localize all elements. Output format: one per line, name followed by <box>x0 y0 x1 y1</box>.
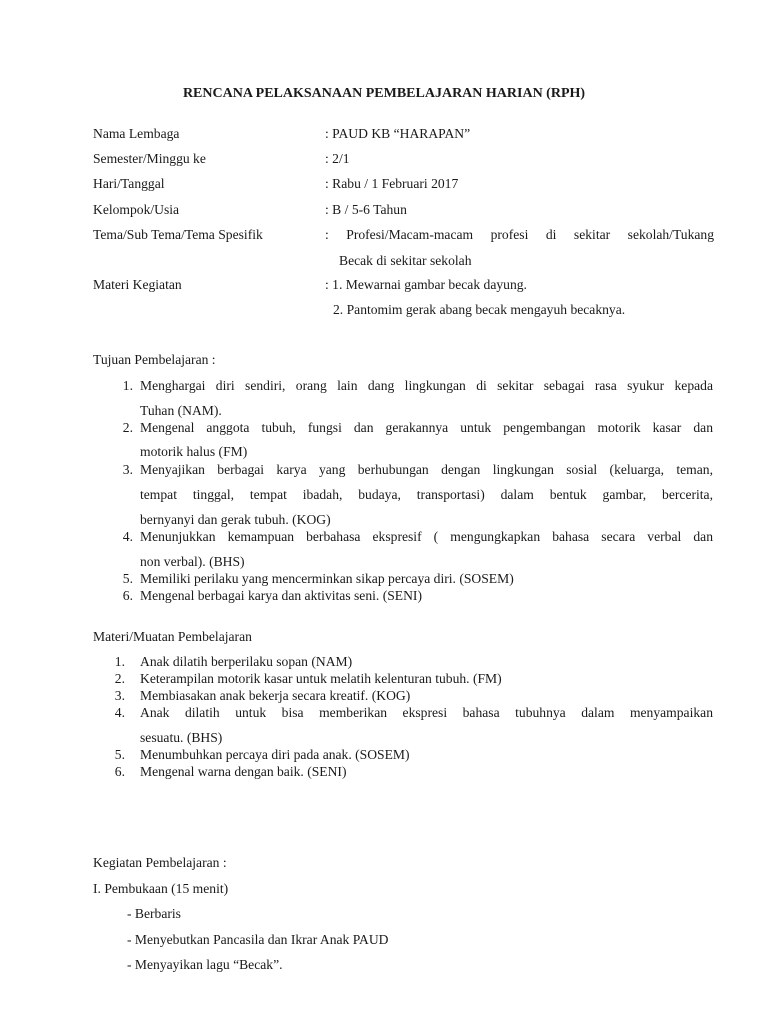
info-label-nama-lembaga: Nama Lembaga <box>93 126 180 141</box>
kegiatan-item: - Menyebutkan Pancasila dan Ikrar Anak PAUD <box>127 932 389 947</box>
tujuan-item-number: 2. <box>122 420 133 435</box>
info-value-materi-line1: : 1. Mewarnai gambar becak dayung. <box>325 277 527 292</box>
document-title: RENCANA PELAKSANAAN PEMBELAJARAN HARIAN (RPH) <box>182 86 586 101</box>
tujuan-item-text-cont: motorik halus (FM) <box>140 444 248 459</box>
tujuan-item-text-cont: Tuhan (NAM). <box>140 403 222 418</box>
info-value-kelompok-usia: : B / 5-6 Tahun <box>325 202 407 217</box>
materi-item-text: Mengenal warna dengan baik. (SENI) <box>140 764 347 779</box>
materi-item-text: Anak dilatih untuk bisa memberikan ekspresi bahasa tubuhnya dalam menyampaikan <box>140 705 713 720</box>
section-heading-materi: Materi/Muatan Pembelajaran <box>93 629 252 644</box>
info-label-tema: Tema/Sub Tema/Tema Spesifik <box>93 227 263 242</box>
tujuan-item-number: 1. <box>122 378 133 393</box>
materi-item-number: 2. <box>114 671 125 686</box>
materi-item-text: Membiasakan anak bekerja secara kreatif. (KOG) <box>140 688 411 703</box>
kegiatan-section-pembukaan: I. Pembukaan (15 menit) <box>93 881 229 896</box>
tujuan-item-number: 3. <box>122 462 133 477</box>
info-value-materi-line2: 2. Pantomim gerak abang becak mengayuh becaknya. <box>333 302 626 317</box>
tujuan-item-number: 4. <box>122 529 133 544</box>
info-value-nama-lembaga: : PAUD KB “HARAPAN” <box>325 126 471 141</box>
info-label-materi-kegiatan: Materi Kegiatan <box>93 277 182 292</box>
info-label-hari-tanggal: Hari/Tanggal <box>93 176 165 191</box>
materi-item-number: 5. <box>114 747 125 762</box>
materi-item-text-cont: sesuatu. (BHS) <box>140 730 223 745</box>
tujuan-item-text: Mengenal berbagai karya dan aktivitas seni. (SENI) <box>140 588 422 603</box>
materi-item-number: 4. <box>114 705 125 720</box>
materi-item-text: Menumbuhkan percaya diri pada anak. (SOSEM) <box>140 747 410 762</box>
materi-item-number: 6. <box>114 764 125 779</box>
materi-item-number: 1. <box>114 654 125 669</box>
kegiatan-item: - Menyayikan lagu “Becak”. <box>127 957 283 972</box>
info-value-tema-line2: Becak di sekitar sekolah <box>339 253 472 268</box>
materi-item-text: Anak dilatih berperilaku sopan (NAM) <box>140 654 353 669</box>
info-value-hari-tanggal: : Rabu / 1 Februari 2017 <box>325 176 459 191</box>
info-label-kelompok-usia: Kelompok/Usia <box>93 202 180 217</box>
tujuan-item-text: Memiliki perilaku yang mencerminkan sikap percaya diri. (SOSEM) <box>140 571 514 586</box>
tujuan-item-text-cont: non verbal). (BHS) <box>140 554 245 569</box>
materi-item-text: Keterampilan motorik kasar untuk melatih kelenturan tubuh. (FM) <box>140 671 502 686</box>
tujuan-item-text: Menyajikan berbagai karya yang berhubungan dengan lingkungan sosial (keluarga, teman, <box>140 462 713 477</box>
tujuan-item-text-cont: bernyanyi dan gerak tubuh. (KOG) <box>140 512 331 527</box>
materi-item-number: 3. <box>114 688 125 703</box>
info-label-semester: Semester/Minggu ke <box>93 151 206 166</box>
section-heading-tujuan: Tujuan Pembelajaran : <box>93 352 216 367</box>
tujuan-item-number: 6. <box>122 588 133 603</box>
tujuan-item-text: Menghargai diri sendiri, orang lain dang lingkungan di sekitar sebagai rasa syukur kepada <box>140 378 713 393</box>
info-value-tema-line1: : Profesi/Macam-macam profesi di sekitar sekolah/Tukang <box>325 227 714 242</box>
section-heading-kegiatan: Kegiatan Pembelajaran : <box>93 855 227 870</box>
tujuan-item-text: Mengenal anggota tubuh, fungsi dan gerakannya untuk pengembangan motorik kasar dan <box>140 420 713 435</box>
tujuan-item-number: 5. <box>122 571 133 586</box>
kegiatan-item: - Berbaris <box>127 906 181 921</box>
info-value-semester: : 2/1 <box>325 151 350 166</box>
tujuan-item-text-cont: tempat tinggal, tempat ibadah, budaya, transportasi) dalam bentuk gambar, bercerita, <box>140 487 713 502</box>
tujuan-item-text: Menunjukkan kemampuan berbahasa ekspresif ( mengungkapkan bahasa secara verbal dan <box>140 529 713 544</box>
